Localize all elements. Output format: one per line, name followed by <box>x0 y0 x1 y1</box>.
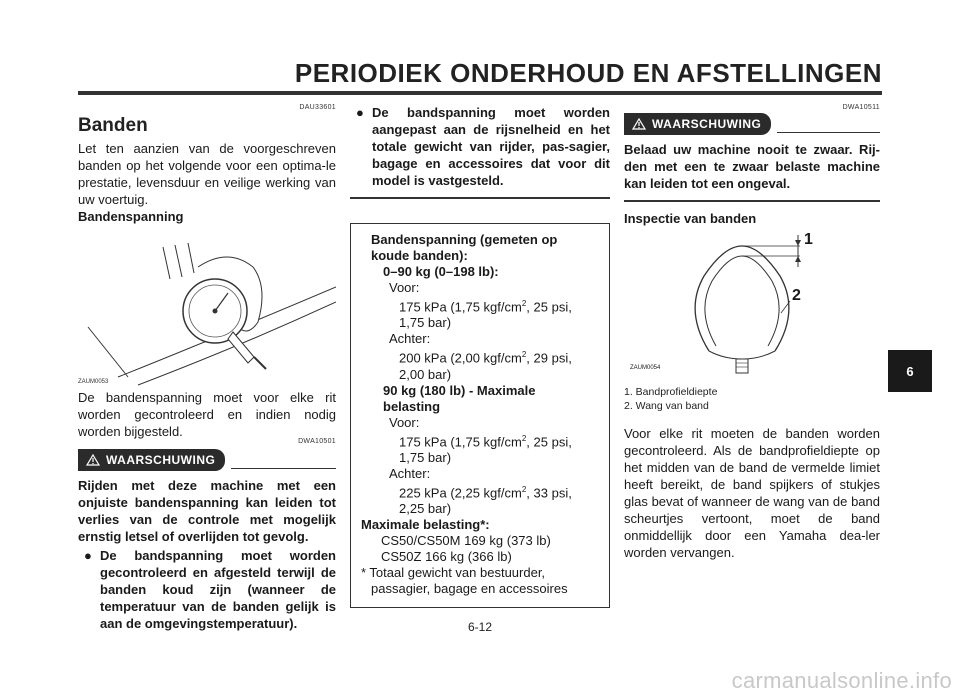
spec-max-load-cs50: CS50/CS50M 169 kg (373 lb) <box>381 533 551 549</box>
warning-triangle-icon <box>86 454 100 466</box>
spec-front-value: 175 kPa (1,75 kgf/$cm^2$, 25 psi, <box>399 299 572 315</box>
figure-code: ZAUM0054 <box>630 365 661 371</box>
legend-item: 2. Wang van band <box>624 400 709 412</box>
bullet-item: ● De bandspanning moet worden aangepast aan de rijsnelheid en het totale gewicht van rijder, pas-sagier, bagage en accessoires dat voor dit model is vastgesteld. <box>350 104 610 189</box>
spec-front-label: Voor: <box>389 414 420 430</box>
subheading-tire-pressure: Bandenspanning <box>78 209 184 224</box>
page-header-title: PERIODIEK ONDERHOUD EN AFSTELLINGEN <box>294 58 882 88</box>
section-rule <box>624 200 880 202</box>
section-heading: Banden <box>78 115 148 136</box>
section-rule <box>350 197 610 199</box>
warning-rule <box>231 468 336 469</box>
warning-text: Belaad uw machine nooit te zwaar. Rij-den met een te zwaar belaste machine kan leiden tot een ongeval. <box>624 142 880 191</box>
tire-gauge-illustration <box>78 227 336 387</box>
spec-front-value-bar: 1,75 bar) <box>399 449 452 465</box>
spec-front-value: 175 kPa (1,75 kgf/$cm^2$, 25 psi, <box>399 433 572 449</box>
warning-label: WAARSCHUWING <box>652 117 762 131</box>
warning-code: DWA10511 <box>842 104 880 111</box>
callout-1: 1 <box>804 231 813 248</box>
warning-banner <box>624 113 880 135</box>
spec-footnote: * Totaal gewicht van bestuurder, <box>361 565 546 581</box>
spec-max-load-cs50z: CS50Z 166 kg (366 lb) <box>381 549 512 565</box>
page-number: 6-12 <box>467 620 493 634</box>
spec-title: Bandenspanning (gemeten op <box>371 232 558 247</box>
chapter-tab: 6 <box>888 350 932 392</box>
callout-2: 2 <box>792 287 801 304</box>
warning-label: WAARSCHUWING <box>106 453 216 467</box>
column-right <box>624 104 880 561</box>
spec-rear-value: 200 kPa (2,00 kgf/$cm^2$, 29 psi, <box>399 350 572 366</box>
legend-item: 1. Bandprofieldiepte <box>624 386 718 398</box>
bullet-item: ● De bandspanning moet worden gecontroleerd en afgesteld terwijl de banden koud zijn (wanneer de temperatuur van de banden gelijk is aan de omgevingstemperatuur). <box>78 547 336 632</box>
spec-front-value-bar: 1,75 bar) <box>399 315 452 331</box>
warning-code: DWA10501 <box>298 438 336 445</box>
spec-range-1: 0–90 kg (0–198 lb): <box>383 264 499 279</box>
spec-rear-label: Achter: <box>389 465 431 481</box>
warning-text: Rijden met deze machine met een onjuiste bandenspanning kan leiden tot verlies van de controle met mogelijk ernstig letsel of overlijden tot gevolg. <box>78 478 336 544</box>
warning-banner <box>78 449 336 471</box>
subheading-tire-inspection: Inspectie van banden <box>624 211 757 226</box>
spec-rear-value-bar: 2,00 bar) <box>399 366 452 382</box>
warning-rule <box>777 132 880 133</box>
tire-cross-section-illustration <box>624 231 880 381</box>
intro-paragraph: Let ten aanzien van de voorgeschreven banden op het volgende voor een optima-le prestatie, levensduur en veilige werking van uw voertuig. <box>78 141 336 207</box>
figure-code: ZAUM0053 <box>78 379 109 385</box>
warning-triangle-icon <box>632 118 646 130</box>
spec-rear-value-bar: 2,25 bar) <box>399 501 452 517</box>
spec-max-load-label: Maximale belasting*: <box>361 517 490 533</box>
warning-badge <box>78 449 225 471</box>
watermark: carmanualsonline.info <box>731 668 952 693</box>
warning-badge <box>624 113 771 135</box>
spec-range-2-cont: belasting <box>383 398 441 414</box>
column-left <box>78 104 336 632</box>
column-middle <box>350 104 610 608</box>
spec-title-cont: koude banden): <box>371 248 468 263</box>
spec-front-label: Voor: <box>389 280 420 295</box>
check-paragraph: De bandenspanning moet voor elke rit worden gecontroleerd en indien nodig worden bijgesteld. <box>78 390 336 439</box>
spec-rear-label: Achter: <box>389 331 431 347</box>
header-rule <box>78 91 882 95</box>
inspection-paragraph: Voor elke rit moeten de banden worden gecontroleerd. Als de bandprofieldiepte op het midden van de band de vermelde limiet heeft bereikt, de band spijkers of stukjes glas bevat of wanneer de wang van de band scheurtjes vertoont, moet de band onmiddellijk door een Yamaha dea-ler worden vervangen. <box>624 426 880 560</box>
spec-footnote-cont: passagier, bagage en accessoires <box>371 581 568 597</box>
spec-rear-value: 225 kPa (2,25 kgf/$cm^2$, 33 psi, <box>399 484 572 501</box>
section-code: DAU33601 <box>299 104 336 111</box>
tire-cross-section-figure <box>624 231 880 381</box>
tire-pressure-spec-box <box>350 223 610 608</box>
tire-gauge-figure <box>78 227 336 387</box>
spec-range-2: 90 kg (180 lb) - Maximale <box>383 382 536 398</box>
